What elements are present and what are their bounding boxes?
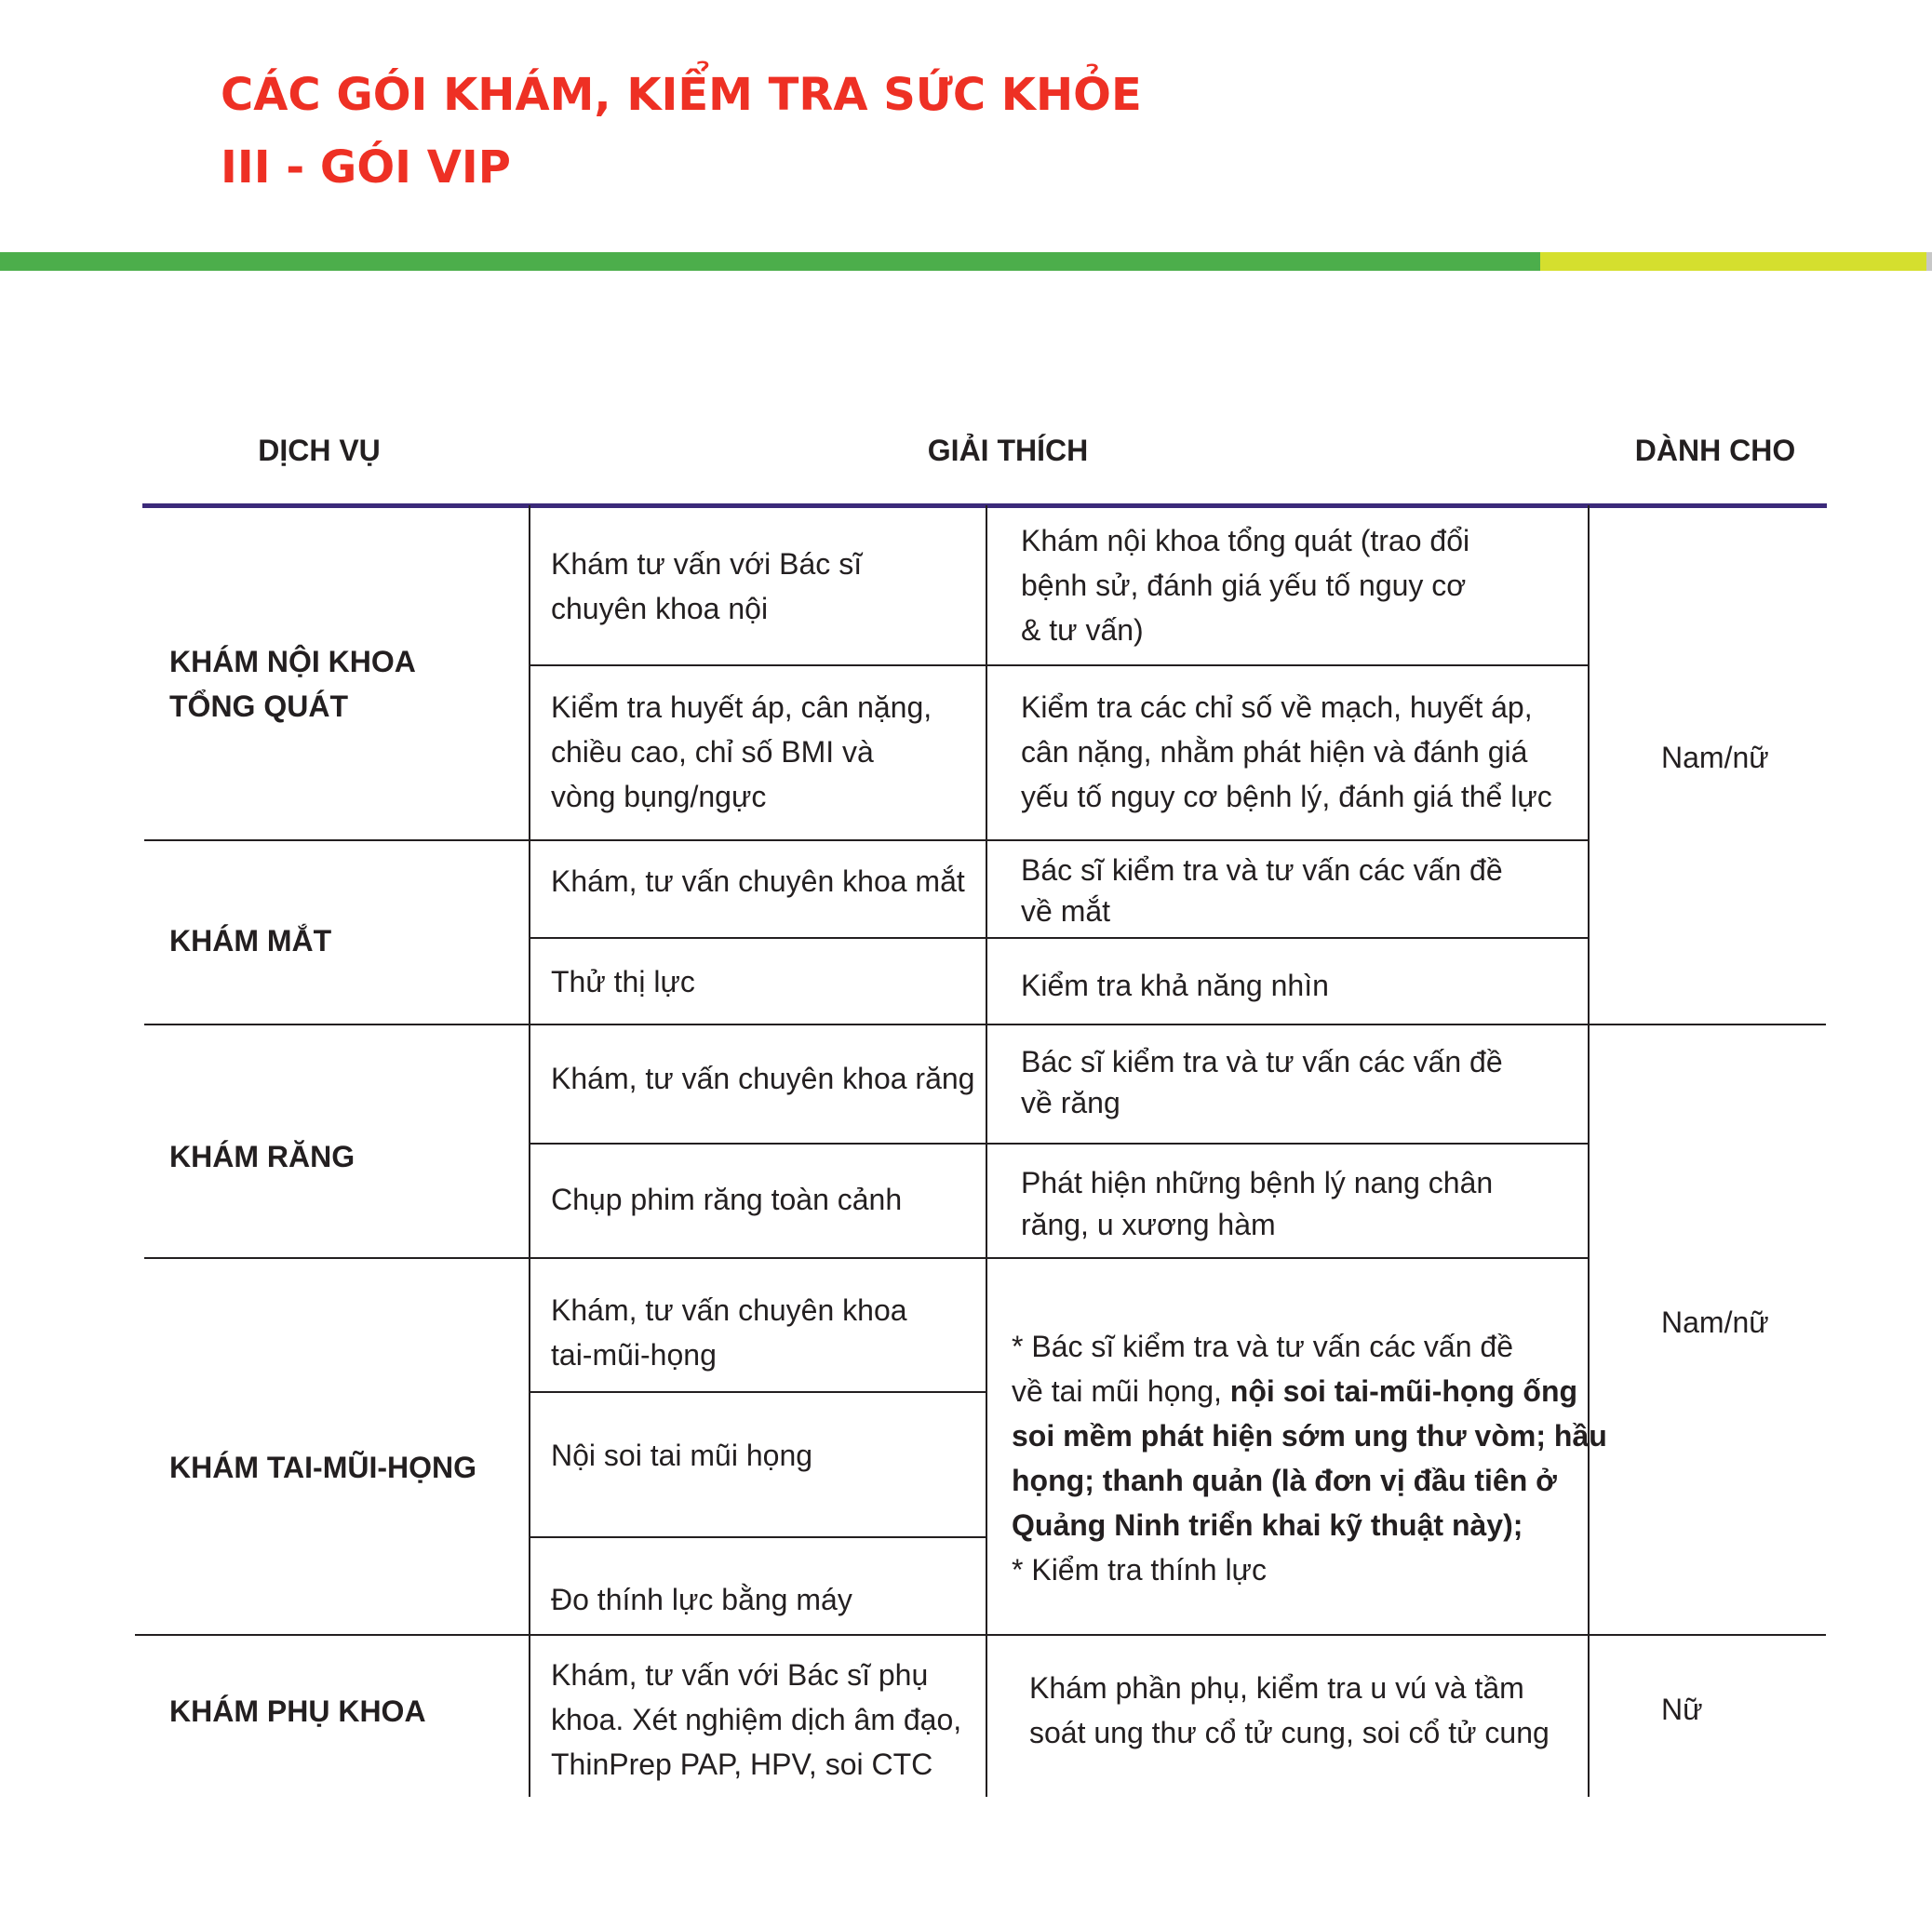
service-item-ent-consult: Khám, tư vấn chuyên khoa tai-mũi-họng (551, 1293, 907, 1372)
service-item-dental-consult: Khám, tư vấn chuyên khoa răng (551, 1062, 975, 1095)
service-name-gynecology: KHÁM PHỤ KHOA (169, 1694, 426, 1728)
service-item-internal-consult: Khám tư vấn với Bác sĩ chuyên khoa nội (551, 547, 863, 625)
service-name-eye: KHÁM MẮT (169, 924, 332, 958)
explanation-gynecology: Khám phần phụ, kiểm tra u vú và tầm soát ung thư cổ tử cung, soi cổ tử cung (1029, 1671, 1550, 1749)
explanation-eye-consult: Bác sĩ kiểm tra và tư vấn các vấn đề về mắt (1021, 853, 1503, 928)
for-value-group-c: Nữ (1661, 1693, 1703, 1726)
service-name-internal-medicine: KHÁM NỘI KHOA TỔNG QUÁT (169, 645, 416, 723)
explanation-ent: * Bác sĩ kiểm tra và tư vấn các vấn đề về tai mũi họng, nội soi tai-mũi-họng ống soi mềm phát hiện sớm ung thư vòm; hầu họng; thanh quản (là đơn vị đầu tiên ở Quảng Ninh triển khai kỹ thuật này); * Kiểm tra thính lực (1012, 1330, 1607, 1587)
page-subtitle: III - GÓI VIP (221, 141, 511, 194)
header-band-yellow (1540, 252, 1926, 271)
for-value-group-b: Nam/nữ (1661, 1306, 1769, 1339)
explanation-vision-test: Kiểm tra khả năng nhìn (1021, 969, 1329, 1002)
service-item-gynecology: Khám, tư vấn với Bác sĩ phụ khoa. Xét nghiệm dịch âm đạo, ThinPrep PAP, HPV, soi CTC (551, 1658, 962, 1781)
service-name-ent: KHÁM TAI-MŨI-HỌNG (169, 1451, 477, 1484)
service-item-vision-test: Thử thị lực (551, 965, 695, 998)
explanation-panoramic-xray: Phát hiện những bệnh lý nang chân răng, u xương hàm (1021, 1166, 1494, 1241)
column-header-service: DỊCH VỤ (258, 434, 381, 467)
header-band-green (0, 252, 1540, 271)
header-band-grey (1926, 252, 1932, 271)
explanation-internal-consult: Khám nội khoa tổng quát (trao đổi bệnh sử, đánh giá yếu tố nguy cơ & tư vấn) (1021, 524, 1470, 647)
column-header-explanation: GIẢI THÍCH (927, 434, 1089, 467)
page-title: CÁC GÓI KHÁM, KIỂM TRA SỨC KHỎE (221, 69, 1142, 121)
explanation-dental-consult: Bác sĩ kiểm tra và tư vấn các vấn đề về răng (1021, 1045, 1503, 1119)
service-item-eye-consult: Khám, tư vấn chuyên khoa mắt (551, 864, 965, 898)
service-item-ent-endoscopy: Nội soi tai mũi họng (551, 1439, 813, 1472)
service-item-vitals: Kiểm tra huyết áp, cân nặng, chiều cao, chỉ số BMI và vòng bụng/ngực (551, 690, 932, 813)
explanation-vitals: Kiểm tra các chỉ số về mạch, huyết áp, cân nặng, nhằm phát hiện và đánh giá yếu tố nguy cơ bệnh lý, đánh giá thể lực (1021, 690, 1552, 813)
column-header-for: DÀNH CHO (1634, 434, 1796, 467)
service-name-dental: KHÁM RĂNG (169, 1140, 356, 1173)
for-value-group-a: Nam/nữ (1661, 741, 1769, 774)
service-item-panoramic-xray: Chụp phim răng toàn cảnh (551, 1183, 903, 1216)
service-item-audiometry: Đo thính lực bằng máy (551, 1583, 852, 1616)
